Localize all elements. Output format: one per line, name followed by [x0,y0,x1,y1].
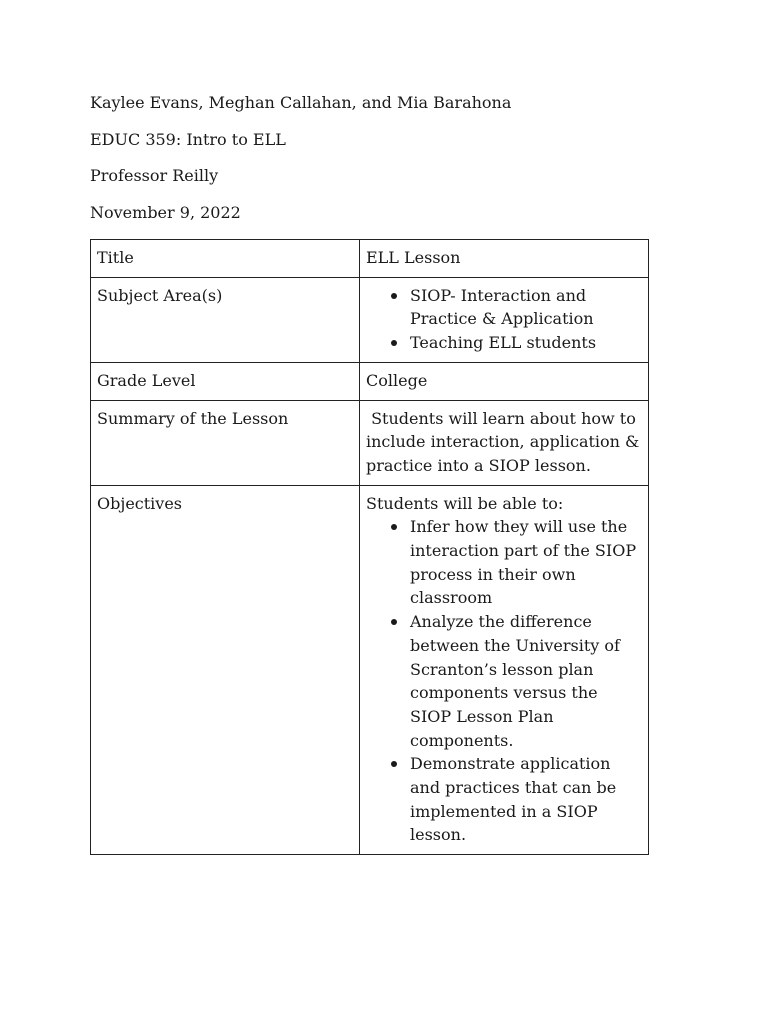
course-line: EDUC 359: Intro to ELL [90,130,286,149]
table-row-objectives [91,485,649,855]
lesson-plan-table [90,239,649,855]
list-item: Analyze the difference between the University of Scranton’s lesson plan components versus the SIOP Lesson Plan components. [366,610,642,752]
objectives-bullet-list [366,515,642,847]
summary-value: Students will learn about how to include interaction, application & practice into a SIOP lesson. [360,400,649,485]
list-item: Demonstrate application and practices that can be implemented in a SIOP lesson. [366,752,642,847]
title-label: Title [91,240,360,278]
professor-line: Professor Reilly [90,166,219,185]
table-row-grade [91,362,649,400]
subject-value [360,277,649,362]
list-item: SIOP- Interaction and Practice & Application [366,284,642,331]
list-item: Infer how they will use the interaction part of the SIOP process in their own classroom [366,515,642,610]
grade-value: College [360,362,649,400]
objectives-value [360,485,649,855]
title-value: ELL Lesson [360,240,649,278]
objectives-intro: Students will be able to: [366,493,564,513]
objectives-label: Objectives [91,485,360,855]
subject-bullet-list [366,284,642,355]
table-row-summary [91,400,649,485]
summary-label: Summary of the Lesson [91,400,360,485]
date-line: November 9, 2022 [90,203,241,222]
table-row-title [91,240,649,278]
list-item: Teaching ELL students [366,331,642,355]
authors-line: Kaylee Evans, Meghan Callahan, and Mia Barahona [90,93,512,112]
table-row-subject [91,277,649,362]
grade-label: Grade Level [91,362,360,400]
subject-label: Subject Area(s) [91,277,360,362]
